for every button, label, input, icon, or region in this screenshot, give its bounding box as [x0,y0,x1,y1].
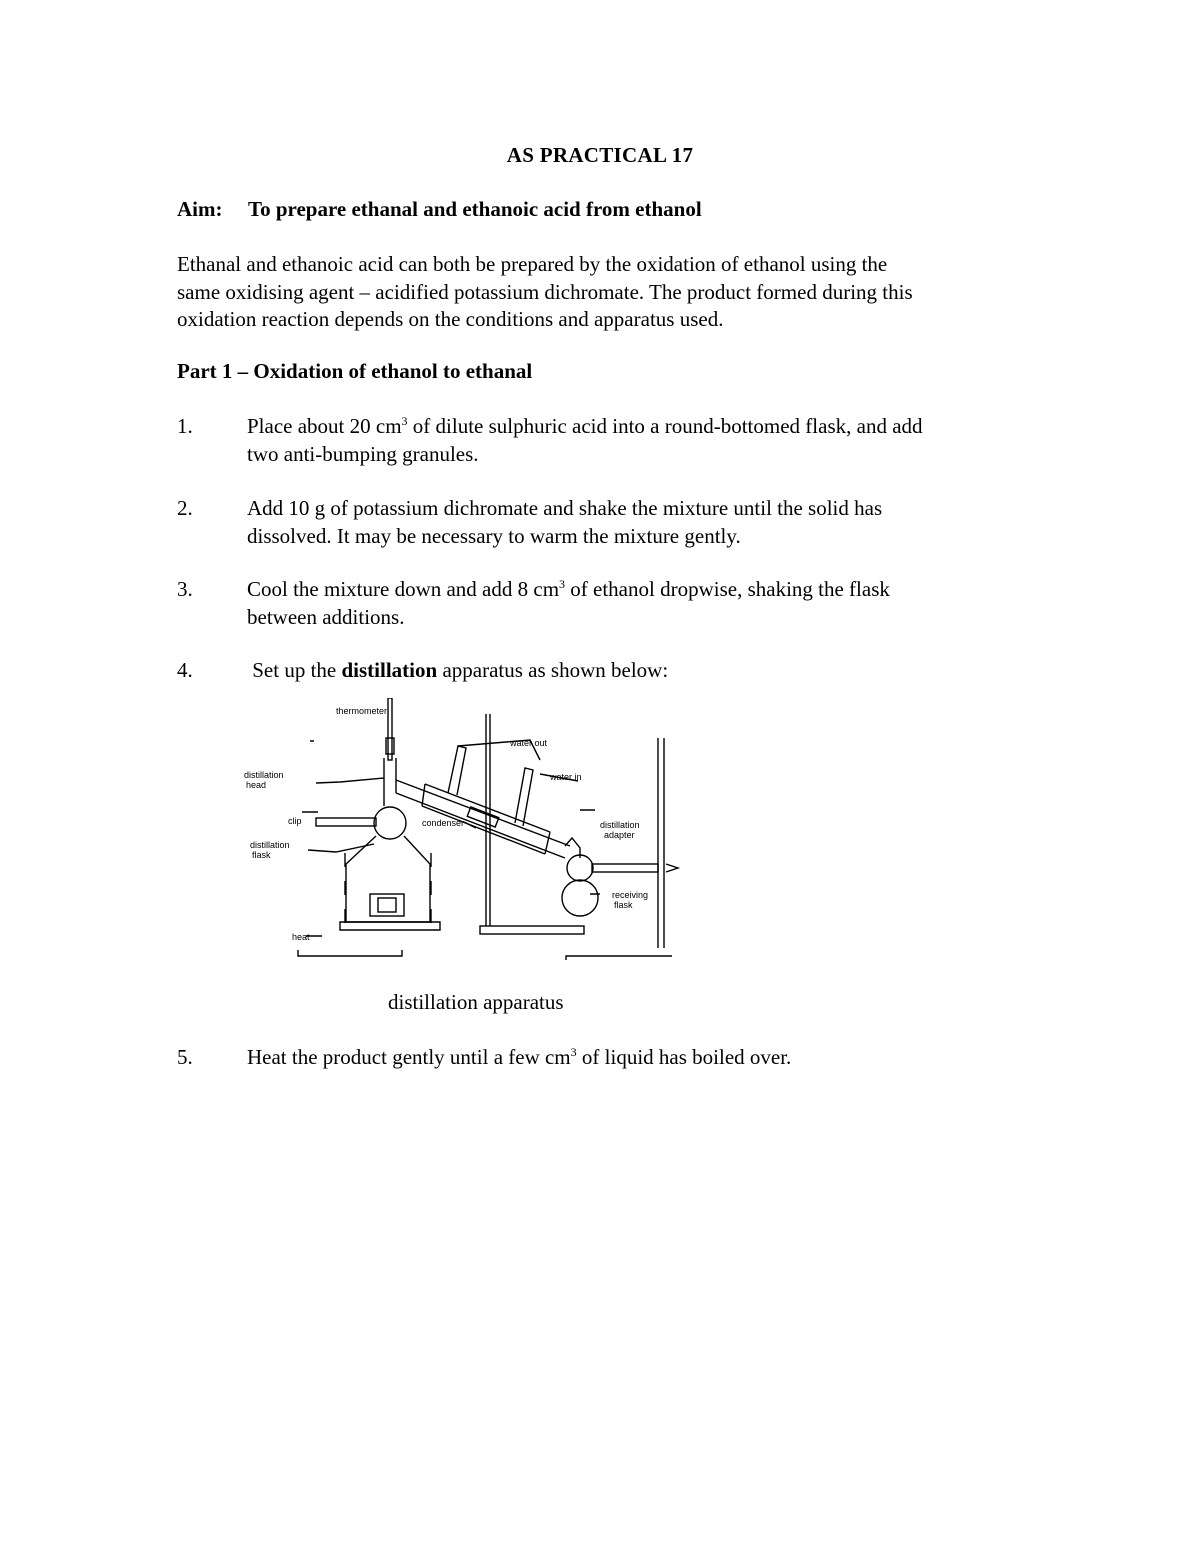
step-text-part: of ethanol dropwise, shaking the flask [565,577,890,601]
step-text [247,657,1087,685]
label-water-in: water in [550,772,582,782]
intro-paragraph [177,251,1057,334]
water-out-tube [448,746,466,795]
part1-heading: Part 1 – Oxidation of ethanol to ethanal [177,359,533,383]
clamp-screw [666,864,678,872]
step-text-part: between additions. [247,604,405,629]
aim-text: To prepare ethanal and ethanoic acid from ethanol [248,197,702,221]
thermometer-bung [386,738,394,754]
bench-right [566,956,672,960]
label-leader-lines [302,741,600,936]
label-water-out: water out [510,738,548,748]
aim-label: Aim: [177,197,223,221]
intro-line: same oxidising agent – acidified potassium dichromate. The product formed during this [177,279,913,304]
step-text-part: two anti-bumping granules. [247,441,479,466]
receiving-flask [562,880,598,916]
step-number: 4. [177,658,193,682]
step-number: 5. [177,1045,193,1069]
retort-stand-base [480,926,584,934]
label-distillation-head-2: head [246,780,267,790]
flask-clamp [316,818,376,826]
step-number: 1. [177,414,193,438]
step-text [247,1044,1087,1072]
receiving-flask-clamp [592,864,658,872]
intro-line: Ethanal and ethanoic acid can both be prepared by the oxidation of ethanol using the [177,252,888,276]
label-receiving-flask-2: flask [614,900,633,910]
step-text-part: Set up the [247,658,342,682]
label-distillation-flask: distillation [250,840,290,850]
aim-line [177,197,702,222]
label-distillation-head: distillation [244,770,284,780]
step-text-part: Place about 20 cm [247,414,402,438]
step-text-part: Add 10 g of potassium dichromate and shake the mixture until the solid has [247,496,883,520]
right-retort-stand-rod [658,738,664,948]
step-text-part: dissolved. It may be necessary to warm the mixture gently. [247,523,741,548]
step-bold-term: distillation [341,658,438,682]
bench-left [298,950,402,956]
step-text [247,495,1087,550]
label-distillation-flask-2: flask [252,850,271,860]
superscript: 3 [401,414,408,428]
label-receiving-flask: receiving [612,890,649,900]
superscript: 3 [559,577,566,591]
step-text [247,576,1087,631]
burner-flame [378,898,396,912]
water-in-tube [515,768,533,826]
distillation-head-shape [384,758,396,806]
intro-line: oxidation reaction depends on the conditions and apparatus used. [177,307,724,331]
label-adapter: distillation [600,820,640,830]
label-condenser: condenser [422,818,465,828]
burner [370,894,404,916]
step-text-part: of dilute sulphuric acid into a round-bottomed flask, and add [407,414,923,438]
label-heat: heat [292,932,310,942]
step-number: 3. [177,577,193,601]
page-title: AS PRACTICAL 17 [506,143,694,167]
thermometer-shape [388,698,392,760]
step-text-part: of liquid has boiled over. [576,1045,792,1069]
tripod-legs [345,853,431,924]
label-adapter-2: adapter [604,830,635,840]
superscript: 3 [570,1045,577,1059]
heat-mat [340,922,440,930]
retort-stand-rod [486,714,490,926]
label-thermometer: thermometer [336,706,388,716]
distillation-flask-body [346,836,430,922]
distillation-apparatus-diagram [240,698,690,966]
step-number: 2. [177,496,193,520]
step-text-part: Heat the product gently until a few cm [247,1045,571,1069]
step-text-part: Cool the mixture down and add 8 cm [247,577,560,601]
receiving-flask-neck [567,855,593,881]
step-text-part: apparatus as shown below: [437,658,669,682]
step-text [247,413,1087,468]
distillation-flask-neck-bulb [374,807,406,839]
diagram-caption: distillation apparatus [388,990,564,1014]
label-clip: clip [288,816,302,826]
